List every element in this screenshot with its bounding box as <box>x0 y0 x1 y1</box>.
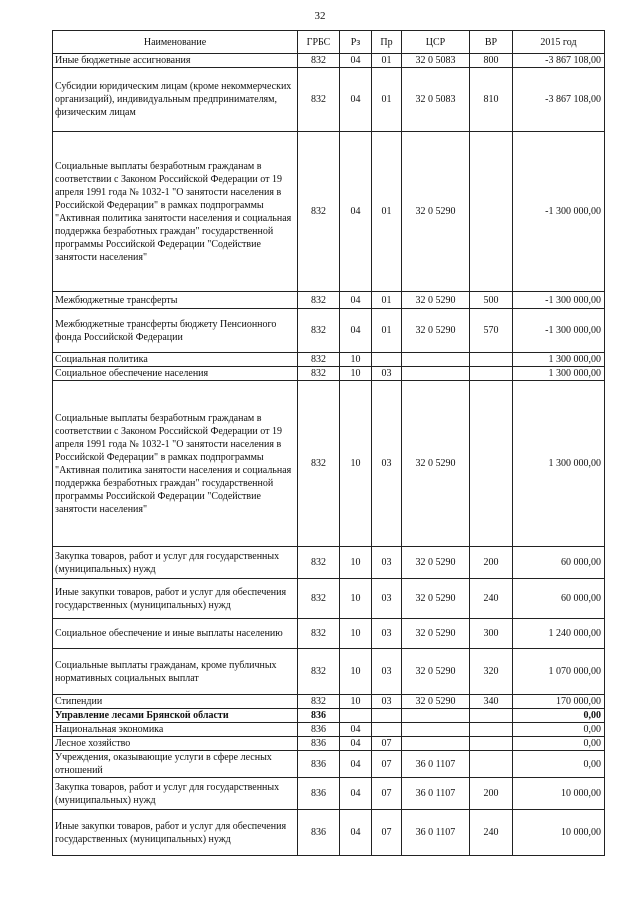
cell-vr <box>470 709 513 723</box>
cell-sum: -3 867 108,00 <box>513 68 605 132</box>
cell-rz: 04 <box>340 292 372 309</box>
cell-name: Национальная экономика <box>53 723 298 737</box>
cell-vr <box>470 381 513 547</box>
cell-pr: 01 <box>372 309 402 353</box>
cell-rz: 10 <box>340 695 372 709</box>
cell-vr <box>470 367 513 381</box>
cell-pr: 01 <box>372 292 402 309</box>
cell-name: Межбюджетные трансферты <box>53 292 298 309</box>
table-row <box>53 751 605 778</box>
table-row <box>53 810 605 856</box>
cell-grbs: 832 <box>298 619 340 649</box>
cell-csr: 36 0 1107 <box>402 751 470 778</box>
cell-vr: 240 <box>470 579 513 619</box>
cell-csr: 32 0 5290 <box>402 649 470 695</box>
cell-csr: 32 0 5290 <box>402 309 470 353</box>
cell-pr: 03 <box>372 367 402 381</box>
cell-sum: 170 000,00 <box>513 695 605 709</box>
cell-sum: 60 000,00 <box>513 547 605 579</box>
cell-csr <box>402 367 470 381</box>
cell-sum: 1 300 000,00 <box>513 367 605 381</box>
cell-vr <box>470 132 513 292</box>
cell-pr: 01 <box>372 132 402 292</box>
cell-vr: 320 <box>470 649 513 695</box>
cell-csr <box>402 709 470 723</box>
cell-rz: 04 <box>340 54 372 68</box>
cell-vr: 810 <box>470 68 513 132</box>
header-pr: Пр <box>372 31 402 54</box>
cell-vr: 570 <box>470 309 513 353</box>
cell-grbs: 832 <box>298 54 340 68</box>
table-row <box>53 619 605 649</box>
cell-rz: 10 <box>340 547 372 579</box>
table-row <box>53 709 605 723</box>
cell-name: Учреждения, оказывающие услуги в сфере лесных отношений <box>53 751 298 778</box>
cell-name: Социальное обеспечение населения <box>53 367 298 381</box>
cell-pr: 07 <box>372 737 402 751</box>
cell-pr: 03 <box>372 381 402 547</box>
cell-sum: -1 300 000,00 <box>513 132 605 292</box>
header-grbs: ГРБС <box>298 31 340 54</box>
cell-name: Социальные выплаты гражданам, кроме публичных нормативных социальных выплат <box>53 649 298 695</box>
cell-rz: 10 <box>340 381 372 547</box>
cell-vr <box>470 751 513 778</box>
cell-sum: 1 300 000,00 <box>513 353 605 367</box>
cell-csr: 32 0 5290 <box>402 547 470 579</box>
cell-sum: 0,00 <box>513 723 605 737</box>
cell-pr: 07 <box>372 751 402 778</box>
cell-grbs: 832 <box>298 649 340 695</box>
cell-pr <box>372 353 402 367</box>
table-row <box>53 68 605 132</box>
cell-pr: 07 <box>372 810 402 856</box>
cell-rz: 04 <box>340 737 372 751</box>
cell-vr: 300 <box>470 619 513 649</box>
cell-sum: 1 070 000,00 <box>513 649 605 695</box>
table-row <box>53 579 605 619</box>
cell-csr: 32 0 5083 <box>402 54 470 68</box>
cell-csr: 32 0 5083 <box>402 68 470 132</box>
cell-grbs: 832 <box>298 381 340 547</box>
cell-grbs: 836 <box>298 737 340 751</box>
cell-name: Субсидии юридическим лицам (кроме некоммерческих организаций), индивидуальным предпринимателям, физическим лицам <box>53 68 298 132</box>
table-row <box>53 132 605 292</box>
cell-grbs: 832 <box>298 367 340 381</box>
cell-csr: 32 0 5290 <box>402 292 470 309</box>
cell-name: Стипендии <box>53 695 298 709</box>
cell-grbs: 836 <box>298 723 340 737</box>
cell-name: Закупка товаров, работ и услуг для государственных (муниципальных) нужд <box>53 778 298 810</box>
cell-grbs: 832 <box>298 292 340 309</box>
cell-pr: 03 <box>372 695 402 709</box>
cell-sum: 1 240 000,00 <box>513 619 605 649</box>
cell-grbs: 836 <box>298 751 340 778</box>
cell-rz: 04 <box>340 132 372 292</box>
cell-rz: 10 <box>340 353 372 367</box>
table-row <box>53 723 605 737</box>
table-row <box>53 381 605 547</box>
cell-pr <box>372 723 402 737</box>
cell-rz: 04 <box>340 751 372 778</box>
cell-vr <box>470 737 513 751</box>
cell-name: Межбюджетные трансферты бюджету Пенсионного фонда Российской Федерации <box>53 309 298 353</box>
table-row <box>53 367 605 381</box>
header-rz: Рз <box>340 31 372 54</box>
cell-name: Закупка товаров, работ и услуг для государственных (муниципальных) нужд <box>53 547 298 579</box>
cell-name: Социальная политика <box>53 353 298 367</box>
cell-csr: 32 0 5290 <box>402 381 470 547</box>
table-row <box>53 649 605 695</box>
cell-rz <box>340 709 372 723</box>
cell-sum: -1 300 000,00 <box>513 309 605 353</box>
cell-rz: 04 <box>340 68 372 132</box>
cell-csr: 32 0 5290 <box>402 132 470 292</box>
header-vr: ВР <box>470 31 513 54</box>
cell-sum: 10 000,00 <box>513 810 605 856</box>
cell-pr: 03 <box>372 619 402 649</box>
table-row <box>53 353 605 367</box>
cell-grbs: 832 <box>298 579 340 619</box>
cell-name: Социальные выплаты безработным гражданам в соответствии с Законом Российской Федерации от 19 апреля 1991 года № 1032-1 "О занятости населения в Российской Федерации" в рамках подпрограммы "Активная политика занятости населения и социальная поддержка безработных граждан" государственной программы Российской Федерации "Содействие занятости населения" <box>53 381 298 547</box>
cell-vr: 500 <box>470 292 513 309</box>
cell-name: Иные бюджетные ассигнования <box>53 54 298 68</box>
cell-sum: -3 867 108,00 <box>513 54 605 68</box>
cell-sum: 60 000,00 <box>513 579 605 619</box>
cell-pr: 03 <box>372 649 402 695</box>
table-row <box>53 547 605 579</box>
cell-sum: 0,00 <box>513 709 605 723</box>
cell-rz: 04 <box>340 309 372 353</box>
cell-pr: 03 <box>372 579 402 619</box>
cell-name: Иные закупки товаров, работ и услуг для обеспечения государственных (муниципальных) нужд <box>53 579 298 619</box>
cell-name: Социальные выплаты безработным гражданам в соответствии с Законом Российской Федерации от 19 апреля 1991 года № 1032-1 "О занятости населения в Российской Федерации" в рамках подпрограммы "Активная политика занятости населения и социальная поддержка безработных граждан" государственной программы Российской Федерации "Содействие занятости населения" <box>53 132 298 292</box>
cell-vr <box>470 353 513 367</box>
cell-sum: 1 300 000,00 <box>513 381 605 547</box>
table-row <box>53 737 605 751</box>
cell-pr: 01 <box>372 68 402 132</box>
table-row <box>53 292 605 309</box>
cell-rz: 10 <box>340 367 372 381</box>
cell-csr: 32 0 5290 <box>402 579 470 619</box>
cell-name: Социальное обеспечение и иные выплаты населению <box>53 619 298 649</box>
budget-table <box>52 30 605 856</box>
cell-sum: -1 300 000,00 <box>513 292 605 309</box>
cell-vr: 240 <box>470 810 513 856</box>
cell-sum: 0,00 <box>513 751 605 778</box>
cell-pr: 07 <box>372 778 402 810</box>
cell-rz: 10 <box>340 649 372 695</box>
header-csr: ЦСР <box>402 31 470 54</box>
cell-rz: 10 <box>340 619 372 649</box>
cell-vr <box>470 723 513 737</box>
page-number: 32 <box>314 10 326 22</box>
cell-vr: 340 <box>470 695 513 709</box>
cell-grbs: 832 <box>298 695 340 709</box>
cell-rz: 10 <box>340 579 372 619</box>
table-row <box>53 54 605 68</box>
cell-sum: 10 000,00 <box>513 778 605 810</box>
cell-grbs: 832 <box>298 547 340 579</box>
cell-vr: 200 <box>470 547 513 579</box>
cell-name: Иные закупки товаров, работ и услуг для обеспечения государственных (муниципальных) нужд <box>53 810 298 856</box>
cell-vr: 200 <box>470 778 513 810</box>
cell-sum: 0,00 <box>513 737 605 751</box>
cell-pr: 03 <box>372 547 402 579</box>
header-year: 2015 год <box>513 31 605 54</box>
cell-csr: 36 0 1107 <box>402 810 470 856</box>
cell-pr: 01 <box>372 54 402 68</box>
cell-rz: 04 <box>340 778 372 810</box>
cell-grbs: 832 <box>298 132 340 292</box>
cell-grbs: 832 <box>298 309 340 353</box>
cell-csr <box>402 723 470 737</box>
cell-rz: 04 <box>340 810 372 856</box>
cell-csr: 36 0 1107 <box>402 778 470 810</box>
cell-csr <box>402 737 470 751</box>
cell-grbs: 832 <box>298 68 340 132</box>
table-header-row <box>53 31 605 54</box>
cell-csr: 32 0 5290 <box>402 619 470 649</box>
cell-grbs: 836 <box>298 810 340 856</box>
cell-grbs: 836 <box>298 709 340 723</box>
cell-pr <box>372 709 402 723</box>
table-row <box>53 695 605 709</box>
cell-csr <box>402 353 470 367</box>
table-row <box>53 309 605 353</box>
cell-name: Лесное хозяйство <box>53 737 298 751</box>
cell-grbs: 836 <box>298 778 340 810</box>
cell-name: Управление лесами Брянской области <box>53 709 298 723</box>
cell-grbs: 832 <box>298 353 340 367</box>
cell-rz: 04 <box>340 723 372 737</box>
cell-csr: 32 0 5290 <box>402 695 470 709</box>
cell-vr: 800 <box>470 54 513 68</box>
table-row <box>53 778 605 810</box>
header-name: Наименование <box>53 31 298 54</box>
